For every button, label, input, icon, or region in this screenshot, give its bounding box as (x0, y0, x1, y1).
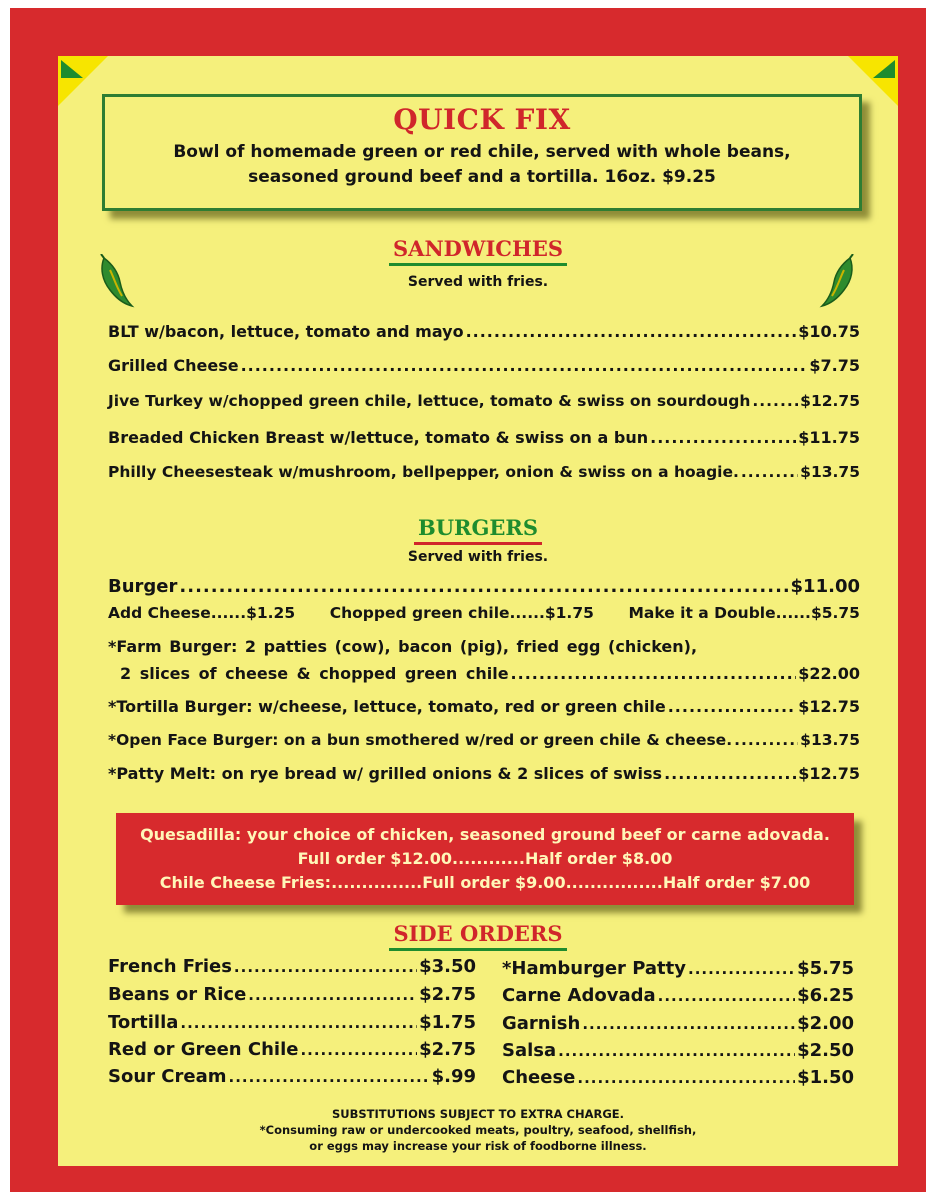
dot-leader (511, 664, 797, 683)
addon-green-chile: Chopped green chile......$1.75 (329, 604, 594, 622)
item-name: *Open Face Burger: on a bun smothered w/red or green chile & cheese. (108, 731, 733, 749)
dot-leader (558, 1042, 795, 1060)
menu-item (120, 664, 860, 683)
footer-notice (58, 1106, 898, 1154)
item-name: Tortilla (108, 1012, 179, 1033)
quesadilla-prices: Full order $12.00............Half order $8.00 (297, 849, 673, 868)
dot-leader (180, 1014, 417, 1032)
addon-double: Make it a Double......$5.75 (628, 604, 860, 622)
dot-leader (668, 697, 797, 716)
item-name: Burger (108, 576, 178, 597)
item-name: Salsa (502, 1040, 557, 1061)
item-name: Grilled Cheese (108, 356, 239, 375)
item-price: $6.25 (797, 985, 854, 1006)
dot-leader (300, 1041, 417, 1059)
dot-leader (234, 958, 417, 976)
side-item (108, 956, 476, 977)
item-name: Cheese (502, 1067, 576, 1088)
side-item (108, 1066, 476, 1087)
item-price: $2.00 (797, 1013, 854, 1034)
item-name: Breaded Chicken Breast w/lettuce, tomato & swiss on a bun (108, 428, 649, 447)
burgers-title: BURGERS (414, 515, 542, 545)
quick-fix-desc-line2: seasoned ground beef and a tortilla. 16oz. $9.25 (248, 167, 716, 187)
green-chile-icon (818, 254, 858, 310)
consumption-warning-line2: or eggs may increase your risk of foodborne illness. (309, 1139, 647, 1153)
item-price: $10.75 (798, 322, 860, 341)
item-name: *Tortilla Burger: w/cheese, lettuce, tomato, red or green chile (108, 697, 666, 716)
item-name: Beans or Rice (108, 984, 247, 1005)
item-price: $2.75 (419, 1039, 476, 1060)
quesadilla-line: Quesadilla: your choice of chicken, seasoned ground beef or carne adovada. (140, 825, 830, 844)
item-price: $7.75 (809, 356, 860, 375)
dot-leader (688, 960, 795, 978)
item-price: $.99 (431, 1066, 476, 1087)
item-name: Red or Green Chile (108, 1039, 299, 1060)
sandwiches-note: Served with fries. (407, 274, 549, 290)
dot-leader (741, 463, 798, 481)
dot-leader (582, 1015, 795, 1033)
dot-leader (241, 356, 808, 375)
item-price: $11.75 (798, 428, 860, 447)
side-orders-title: SIDE ORDERS (389, 921, 566, 951)
item-name: *Hamburger Patty (502, 958, 686, 979)
item-name: Philly Cheesesteak w/mushroom, bellpepper, onion & swiss on a hoagie. (108, 463, 739, 481)
item-price: $2.75 (419, 984, 476, 1005)
quick-fix-desc-line1: Bowl of homemade green or red chile, served with whole beans, (173, 142, 791, 162)
dot-leader (650, 428, 796, 447)
side-item (108, 984, 476, 1005)
item-name: *Patty Melt: on rye bread w/ grilled onions & 2 slices of swiss (108, 764, 663, 783)
burgers-heading (58, 515, 898, 545)
side-item (502, 985, 854, 1006)
item-price: $12.75 (798, 697, 860, 716)
item-price: $12.75 (800, 392, 860, 410)
side-item (108, 1039, 476, 1060)
item-price: $5.75 (797, 958, 854, 979)
dot-leader (248, 986, 417, 1004)
dot-leader (466, 322, 797, 341)
dot-leader (229, 1068, 430, 1086)
item-price: $3.50 (419, 956, 476, 977)
menu-item (108, 322, 860, 341)
item-price: $11.00 (790, 576, 860, 597)
item-name: Carne Adovada (502, 985, 656, 1006)
dot-leader (658, 987, 795, 1005)
burger-addons (108, 604, 860, 622)
item-name: 2 slices of cheese & chopped green chile (120, 664, 509, 683)
side-item (502, 958, 854, 979)
dot-leader (577, 1069, 795, 1087)
item-name: BLT w/bacon, lettuce, tomato and mayo (108, 322, 464, 341)
menu-item (108, 764, 860, 783)
consumption-warning-line1: *Consuming raw or undercooked meats, poultry, seafood, shellfish, (259, 1123, 697, 1137)
item-price: $12.75 (798, 764, 860, 783)
substitutions-note: SUBSTITUTIONS SUBJECT TO EXTRA CHARGE. (331, 1107, 625, 1121)
dot-leader (752, 392, 798, 410)
sandwiches-heading (58, 236, 898, 266)
item-price: $13.75 (800, 731, 860, 749)
item-name: Sour Cream (108, 1066, 227, 1087)
item-name: Garnish (502, 1013, 581, 1034)
item-price: $2.50 (797, 1040, 854, 1061)
menu-page (58, 56, 898, 1166)
side-orders-heading (58, 921, 898, 951)
item-price: $1.50 (797, 1067, 854, 1088)
menu-border (10, 8, 926, 1192)
menu-item (108, 576, 860, 597)
addon-cheese: Add Cheese......$1.25 (108, 604, 296, 622)
burgers-note: Served with fries. (407, 549, 549, 565)
corner-arrow-icon (61, 60, 83, 78)
menu-item (108, 356, 860, 375)
side-item (108, 1012, 476, 1033)
menu-item (108, 463, 860, 481)
item-price: $1.75 (419, 1012, 476, 1033)
dot-leader (734, 731, 798, 749)
dot-leader (664, 764, 796, 783)
quick-fix-box (102, 94, 862, 211)
side-item (502, 1013, 854, 1034)
sandwiches-title: SANDWICHES (389, 236, 567, 266)
menu-item (108, 697, 860, 716)
specials-box (116, 813, 854, 905)
side-item (502, 1067, 854, 1088)
quick-fix-title: QUICK FIX (393, 103, 571, 136)
farm-burger-line1: *Farm Burger: 2 patties (cow), bacon (pig), fried egg (chicken), (108, 637, 698, 656)
dot-leader (179, 576, 788, 597)
chile-cheese-fries-line: Chile Cheese Fries:...............Full order $9.00................Half order $7.00 (159, 873, 811, 892)
side-item (502, 1040, 854, 1061)
item-price: $13.75 (800, 463, 860, 481)
green-chile-icon (96, 254, 136, 310)
menu-item (108, 392, 860, 410)
corner-arrow-icon (873, 60, 895, 78)
item-name: Jive Turkey w/chopped green chile, lettuce, tomato & swiss on sourdough (108, 392, 751, 410)
menu-item (108, 428, 860, 447)
item-price: $22.00 (798, 664, 860, 683)
item-name: French Fries (108, 956, 232, 977)
menu-item (108, 731, 860, 749)
